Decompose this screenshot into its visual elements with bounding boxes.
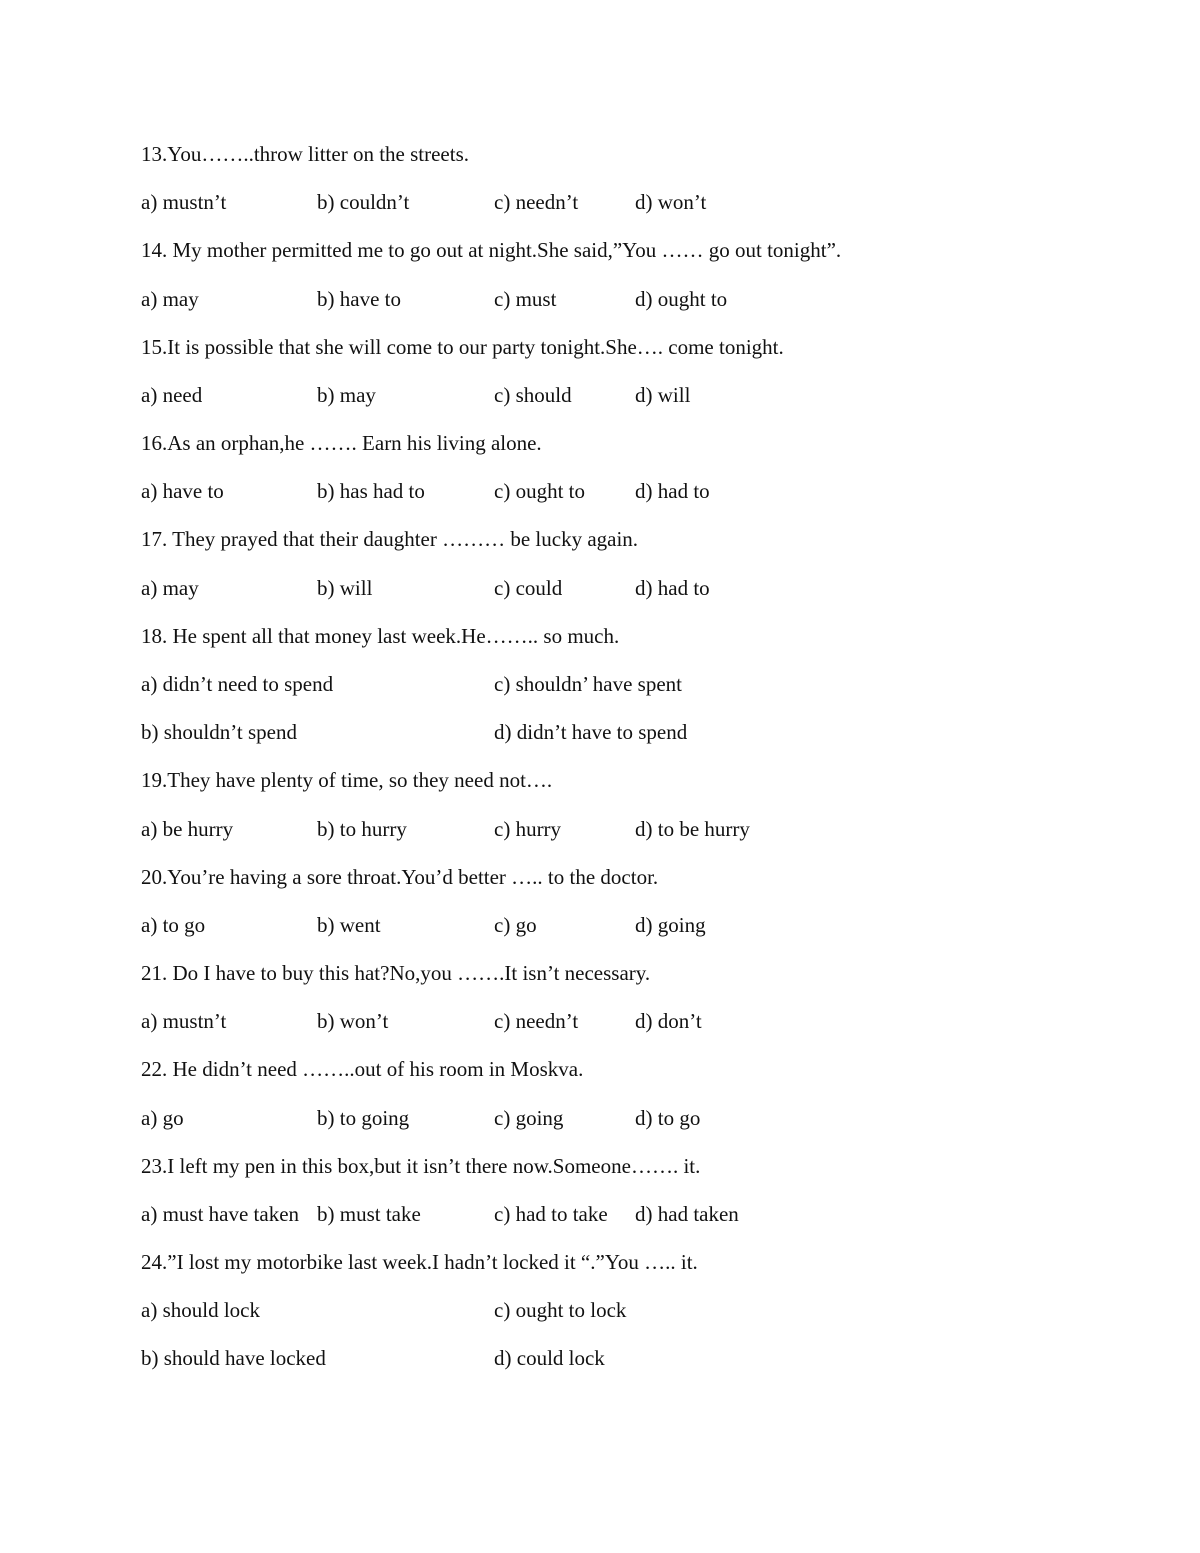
question-22: 22. He didn’t need ……..out of his room in Moskva. — [141, 1057, 584, 1081]
q17-option-a: a) may — [141, 576, 199, 600]
question-15: 15.It is possible that she will come to our party tonight.She…. come tonight. — [141, 335, 784, 359]
q17-option-b: b) will — [317, 576, 373, 600]
question-17: 17. They prayed that their daughter ……… be lucky again. — [141, 527, 639, 551]
q15-option-c: c) should — [494, 383, 572, 407]
q24-option-b: b) should have locked — [141, 1346, 326, 1370]
q24-option-c: c) ought to lock — [494, 1298, 627, 1322]
q19-option-a: a) be hurry — [141, 817, 234, 841]
question-24: 24.”I lost my motorbike last week.I hadn’t locked it “.”You ….. it. — [141, 1250, 698, 1274]
q17-option-c: c) could — [494, 576, 563, 600]
q18-option-b: b) shouldn’t spend — [141, 720, 297, 744]
q13-option-c: c) needn’t — [494, 190, 579, 214]
q23-option-a: a) must have taken — [141, 1202, 300, 1226]
q16-option-d: d) had to — [635, 479, 710, 503]
q21-option-b: b) won’t — [317, 1009, 389, 1033]
question-21: 21. Do I have to buy this hat?No,you …….It isn’t necessary. — [141, 961, 651, 985]
question-23: 23.I left my pen in this box,but it isn’t there now.Someone……. it. — [141, 1154, 701, 1178]
q18-option-c: c) shouldn’ have spent — [494, 672, 682, 696]
q18-option-d: d) didn’t have to spend — [494, 720, 688, 744]
q14-option-a: a) may — [141, 287, 199, 311]
q19-option-d: d) to be hurry — [635, 817, 750, 841]
question-19: 19.They have plenty of time, so they need not…. — [141, 768, 553, 792]
q16-option-a: a) have to — [141, 479, 224, 503]
q20-option-b: b) went — [317, 913, 381, 937]
q20-option-d: d) going — [635, 913, 706, 937]
q21-option-c: c) needn’t — [494, 1009, 579, 1033]
q13-option-a: a) mustn’t — [141, 190, 227, 214]
q20-option-c: c) go — [494, 913, 537, 937]
q14-option-d: d) ought to — [635, 287, 728, 311]
q20-option-a: a) to go — [141, 913, 206, 937]
q14-option-c: c) must — [494, 287, 557, 311]
q19-option-b: b) to hurry — [317, 817, 407, 841]
q15-option-b: b) may — [317, 383, 376, 407]
q22-option-c: c) going — [494, 1106, 564, 1130]
q22-option-b: b) to going — [317, 1106, 410, 1130]
question-14: 14. My mother permitted me to go out at night.She said,”You …… go out tonight”. — [141, 238, 842, 262]
question-16: 16.As an orphan,he ……. Earn his living alone. — [141, 431, 542, 455]
q23-option-c: c) had to take — [494, 1202, 608, 1226]
q22-option-a: a) go — [141, 1106, 184, 1130]
q15-option-a: a) need — [141, 383, 203, 407]
q13-option-b: b) couldn’t — [317, 190, 410, 214]
q24-option-a: a) should lock — [141, 1298, 260, 1322]
q21-option-d: d) don’t — [635, 1009, 702, 1033]
q15-option-d: d) will — [635, 383, 691, 407]
q17-option-d: d) had to — [635, 576, 710, 600]
q19-option-c: c) hurry — [494, 817, 562, 841]
q23-option-d: d) had taken — [635, 1202, 739, 1226]
q24-option-d: d) could lock — [494, 1346, 605, 1370]
q21-option-a: a) mustn’t — [141, 1009, 227, 1033]
q16-option-c: c) ought to — [494, 479, 585, 503]
question-20: 20.You’re having a sore throat.You’d better ….. to the doctor. — [141, 865, 659, 889]
q16-option-b: b) has had to — [317, 479, 425, 503]
q22-option-d: d) to go — [635, 1106, 701, 1130]
q13-option-d: d) won’t — [635, 190, 707, 214]
q18-option-a: a) didn’t need to spend — [141, 672, 334, 696]
q23-option-b: b) must take — [317, 1202, 421, 1226]
question-13: 13.You……..throw litter on the streets. — [141, 142, 470, 166]
q14-option-b: b) have to — [317, 287, 401, 311]
question-18: 18. He spent all that money last week.He…….. so much. — [141, 624, 620, 648]
